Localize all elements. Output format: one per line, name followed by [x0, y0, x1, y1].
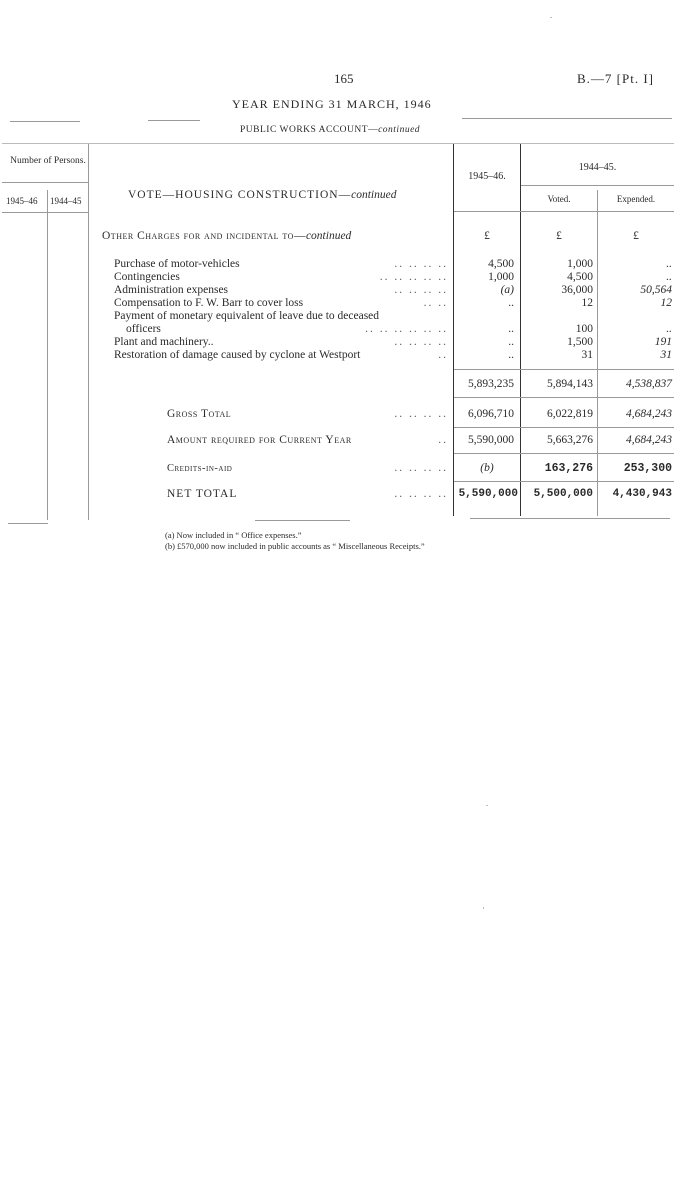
column-divider-1	[453, 144, 454, 516]
amount-required-1945-46: 5,590,000	[468, 434, 514, 446]
voted-header: Voted.	[547, 194, 571, 204]
persons-year-previous: 1944–45	[50, 196, 82, 206]
scan-speck	[483, 907, 484, 909]
line-item-1945-46: 1,000	[488, 271, 514, 283]
line-item-expended: 50,564	[640, 284, 672, 296]
line-item-1945-46: ..	[508, 323, 514, 335]
line-item-label: Payment of monetary equivalent of leave due to deceased	[114, 310, 380, 322]
subtotal-1945-46: 5,893,235	[468, 378, 514, 390]
persons-header-rule	[2, 182, 88, 183]
persons-column-divider	[47, 190, 48, 520]
account-subheading-text: PUBLIC WORKS ACCOUNT—	[240, 125, 379, 135]
line-item-label: Administration expenses	[114, 284, 229, 296]
line-item-leader: .. .. .. ..	[394, 284, 448, 296]
footnote-a: (a) Now included in “ Office expenses.”	[165, 530, 302, 540]
page-number: 165	[334, 71, 354, 86]
vote-title-continued: continued	[351, 189, 397, 201]
amount-required-bottom-rule	[454, 453, 674, 454]
section-heading	[102, 230, 351, 242]
line-item-expended: 191	[654, 336, 672, 348]
table-bottom-rule-left	[8, 523, 48, 524]
line-item-1945-46: ..	[508, 336, 514, 348]
credits-in-aid-leader: .. .. .. ..	[394, 462, 448, 474]
year-previous-rule	[521, 185, 674, 186]
subtotal-bottom-rule	[454, 397, 674, 398]
line-item-1945-46: ..	[508, 297, 514, 309]
column-header-bottom-rule	[454, 211, 674, 212]
line-item-leader: .. .. .. ..	[394, 258, 448, 270]
document-reference: B.—7 [Pt. I]	[577, 71, 654, 86]
section-heading-text: Other Charges for and incidental to—	[102, 230, 306, 242]
subtotal-voted: 5,894,143	[547, 378, 593, 390]
net-total-voted: 5,500,000	[533, 488, 593, 500]
vote-title-text: VOTE—HOUSING CONSTRUCTION—	[128, 189, 352, 201]
net-total-expended: 4,430,943	[612, 488, 672, 500]
line-item-leader: .. ..	[423, 297, 448, 309]
scan-speck	[486, 805, 488, 806]
credits-bottom-rule	[454, 481, 674, 482]
page-heading: YEAR ENDING 31 MARCH, 1946	[232, 97, 432, 111]
year-current-header: 1945–46.	[468, 171, 506, 182]
section-heading-continued: continued	[305, 230, 352, 242]
header-rule-mid	[148, 120, 200, 121]
line-item-expended: ..	[666, 258, 672, 270]
amount-required-expended: 4,684,243	[626, 434, 672, 446]
line-item-leader: .. .. .. .. .. ..	[365, 323, 448, 335]
line-item-label: Plant and machinery..	[114, 336, 214, 348]
net-total-1945-46: 5,590,000	[458, 488, 518, 500]
line-item-voted: 31	[581, 349, 593, 361]
persons-header: Number of Persons.	[10, 156, 86, 166]
subtotal-top-rule	[454, 369, 674, 370]
gross-total-voted: 6,022,819	[547, 408, 593, 420]
line-item-voted: 100	[575, 323, 593, 335]
line-item-leader: .. .. .. .. ..	[379, 271, 448, 283]
line-item-1945-46: (a)	[500, 284, 514, 296]
gross-total-leader: .. .. .. ..	[394, 408, 448, 420]
currency-col2: £	[556, 230, 562, 242]
line-item-expended: 12	[660, 297, 672, 309]
currency-col3: £	[633, 230, 639, 242]
line-item-expended: ..	[666, 323, 672, 335]
gross-total-label: Gross Total	[167, 408, 232, 420]
line-item-expended: ..	[666, 271, 672, 283]
persons-column-right-edge	[88, 144, 89, 520]
line-item-leader: ..	[438, 349, 448, 361]
net-total-label: NET TOTAL	[167, 488, 238, 500]
net-total-leader: .. .. .. ..	[394, 488, 448, 500]
subtotal-expended: 4,538,837	[626, 378, 672, 390]
amount-required-label: Amount required for Current Year	[167, 434, 352, 446]
gross-total-expended: 4,684,243	[626, 408, 672, 420]
table-top-rule	[2, 143, 674, 144]
line-item-label: Compensation to F. W. Barr to cover loss	[114, 297, 304, 309]
amount-required-voted: 5,663,276	[547, 434, 593, 446]
account-subheading	[240, 125, 420, 135]
table-bottom-rule-mid	[255, 520, 350, 521]
line-item-voted: 36,000	[561, 284, 593, 296]
header-rule-right	[462, 118, 672, 119]
amount-required-leader: ..	[438, 434, 448, 446]
year-previous-header: 1944–45.	[578, 162, 617, 173]
scan-speck	[550, 17, 552, 18]
account-subheading-continued: continued	[378, 125, 421, 135]
currency-col1: £	[484, 230, 490, 242]
credits-in-aid-expended: 253,300	[623, 462, 672, 475]
credits-in-aid-label: Credits-in-aid	[167, 463, 233, 474]
credits-in-aid-voted: 163,276	[544, 462, 593, 475]
gross-total-bottom-rule	[454, 427, 674, 428]
line-item-label: Contingencies	[114, 271, 180, 283]
table-bottom-rule-right	[470, 518, 670, 519]
expended-header: Expended.	[616, 194, 656, 204]
line-item-label: Restoration of damage caused by cyclone at Westport	[114, 349, 361, 361]
line-item-label: officers	[126, 323, 161, 335]
line-item-1945-46: 4,500	[488, 258, 514, 270]
credits-in-aid-1945-46: (b)	[480, 462, 494, 474]
line-item-label: Purchase of motor-vehicles	[114, 258, 240, 270]
persons-year-rule	[2, 212, 88, 213]
gross-total-1945-46: 6,096,710	[468, 408, 514, 420]
line-item-voted: 1,500	[567, 336, 593, 348]
line-item-voted: 12	[581, 297, 593, 309]
footnote-b: (b) £570,000 now included in public accounts as “ Miscellaneous Receipts.”	[165, 541, 425, 551]
persons-year-current: 1945–46	[6, 196, 38, 206]
line-item-voted: 1,000	[567, 258, 593, 270]
line-item-1945-46: ..	[508, 349, 514, 361]
vote-title	[128, 189, 396, 201]
line-item-expended: 31	[660, 349, 672, 361]
line-item-voted: 4,500	[567, 271, 593, 283]
header-rule-left	[10, 121, 80, 122]
line-item-leader: .. .. .. ..	[394, 336, 448, 348]
